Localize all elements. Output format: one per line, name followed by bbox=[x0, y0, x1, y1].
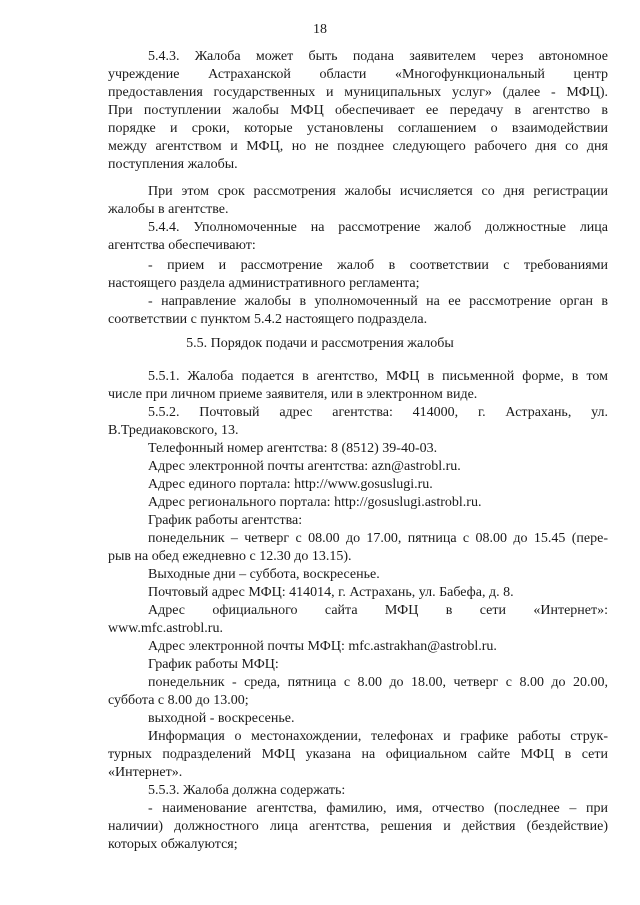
text-line: В.Тредиаковского, 13. bbox=[108, 423, 239, 438]
text-line: - наименование агентства, фамилию, имя, отчество (последнее – при bbox=[148, 801, 608, 816]
text-line: турных подразделений МФЦ указана на официальном сайте МФЦ в сети bbox=[108, 747, 608, 762]
text-line: наличии) должностного лица агентства, решения и действия (бездействие) bbox=[108, 819, 608, 834]
text-line: 5.5.3. Жалоба должна содержать: bbox=[148, 783, 346, 798]
text-line: настоящего раздела административного регламента; bbox=[108, 276, 420, 291]
text-line: суббота с 8.00 до 13.00; bbox=[108, 693, 249, 708]
text-line: которых обжалуются; bbox=[108, 837, 238, 852]
text-line: 5.5.1. Жалоба подается в агентство, МФЦ в письменной форме, в том bbox=[148, 369, 608, 384]
text-line: 5.4.4. Уполномоченные на рассмотрение жалоб должностные лица bbox=[148, 220, 608, 235]
text-line: Адрес электронной почты МФЦ: mfc.astrakhan@astrobl.ru. bbox=[148, 639, 497, 654]
text-line: порядке и сроки, которые установлены соглашением о взаимодействии bbox=[108, 121, 608, 136]
text-line: числе при личном приеме заявителя, или в электронном виде. bbox=[108, 387, 478, 402]
text-line: Адрес единого портала: http://www.gosuslugi.ru. bbox=[148, 477, 433, 492]
text-line: агентства обеспечивают: bbox=[108, 238, 256, 253]
section-heading: 5.5. Порядок подачи и рассмотрения жалобы bbox=[186, 336, 454, 351]
text-line: Адрес электронной почты агентства: azn@astrobl.ru. bbox=[148, 459, 461, 474]
text-line: предоставления государственных и муниципальных услуг» (далее - МФЦ). bbox=[108, 85, 608, 100]
text-line: 5.5.2. Почтовый адрес агентства: 414000, г. Астрахань, ул. bbox=[148, 405, 608, 420]
text-line: Информация о местонахождении, телефонах и графике работы струк- bbox=[148, 729, 608, 744]
text-line: При поступлении жалобы МФЦ обеспечивает ее передачу в агентство в bbox=[108, 103, 608, 118]
text-line: Адрес регионального портала: http://gosuslugi.astrobl.ru. bbox=[148, 495, 482, 510]
text-line: При этом срок рассмотрения жалобы исчисляется со дня регистрации bbox=[148, 184, 608, 199]
text-line: «Интернет». bbox=[108, 765, 183, 780]
text-line: поступления жалобы. bbox=[108, 157, 238, 172]
text-line: жалобы в агентстве. bbox=[108, 202, 229, 217]
text-line: www.mfc.astrobl.ru. bbox=[108, 621, 223, 636]
text-line: рыв на обед ежедневно с 12.30 до 13.15). bbox=[108, 549, 352, 564]
text-line: Выходные дни – суббота, воскресенье. bbox=[148, 567, 380, 582]
text-line: выходной - воскресенье. bbox=[148, 711, 295, 726]
text-line: понедельник – четверг с 08.00 до 17.00, пятница с 08.00 до 15.45 (пере- bbox=[148, 531, 608, 546]
text-line: Телефонный номер агентства: 8 (8512) 39-40-03. bbox=[148, 441, 438, 456]
text-line: понедельник - среда, пятница с 8.00 до 18.00, четверг с 8.00 до 20.00, bbox=[148, 675, 608, 690]
text-line: 5.4.3. Жалоба может быть подана заявителем через автономное bbox=[148, 49, 608, 64]
text-line: График работы МФЦ: bbox=[148, 657, 279, 672]
page-number: 18 bbox=[313, 22, 327, 37]
text-line: - прием и рассмотрение жалоб в соответствии с требованиями bbox=[148, 258, 608, 273]
text-line: - направление жалобы в уполномоченный на ее рассмотрение орган в bbox=[148, 294, 608, 309]
text-line: Почтовый адрес МФЦ: 414014, г. Астрахань, ул. Бабефа, д. 8. bbox=[148, 585, 514, 600]
text-line: Адрес официального сайта МФЦ в сети «Интернет»: bbox=[148, 603, 608, 618]
text-line: между агентством и МФЦ, но не позднее следующего рабочего дня со дня bbox=[108, 139, 608, 154]
text-line: График работы агентства: bbox=[148, 513, 303, 528]
text-line: соответствии с пунктом 5.4.2 настоящего подраздела. bbox=[108, 312, 428, 327]
text-line: учреждение Астраханской области «Многофункциональный центр bbox=[108, 67, 608, 82]
